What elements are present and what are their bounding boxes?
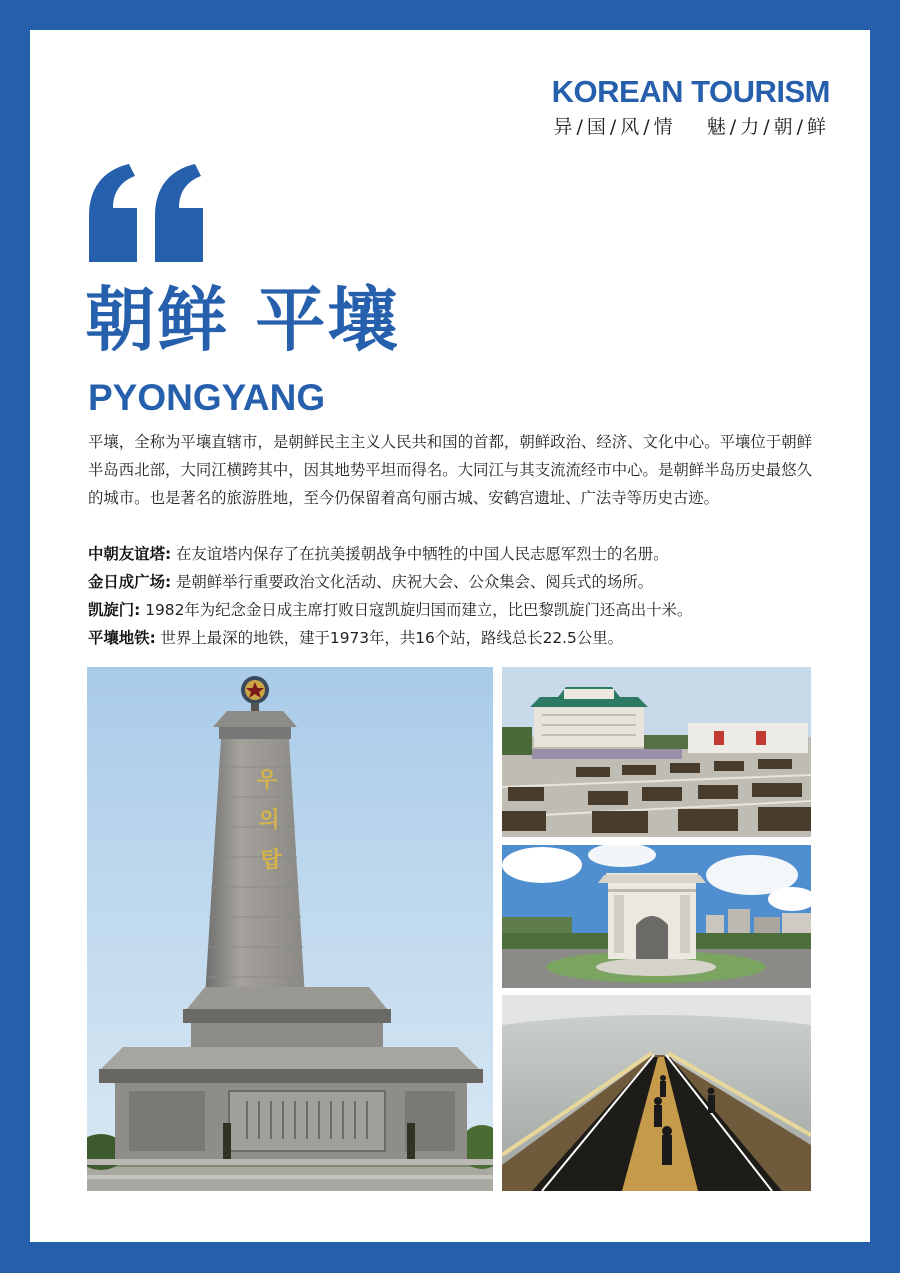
fact-text: 在友谊塔内保存了在抗美援朝战争中牺牲的中国人民志愿军烈士的名册。 [171, 545, 669, 563]
fact-text: 世界上最深的地铁，建于1973年，共16个站，路线总长22.5公里。 [155, 629, 624, 647]
tower-inscription-2: 의 [258, 808, 280, 833]
fact-label: 平壤地铁: [88, 629, 156, 647]
fact-pyongyang-metro [88, 624, 828, 652]
fact-arch-of-triumph [88, 596, 828, 624]
tower-inscription-1: 우 [256, 768, 278, 793]
fact-label: 凯旋门: [88, 601, 141, 619]
intro-paragraph: 平壤，全称为平壤直辖市，是朝鲜民主主义人民共和国的首都，朝鲜政治、经济、文化中心。平壤位于朝鲜半岛西北部，大同江横跨其中，因其地势平坦而得名。大同江与其支流流经市中心。是朝鲜半岛历史最悠久的城市。也是著名的旅游胜地，至今仍保留着高句丽古城、安鹤宫遗址、广法寺等历史古迹。 [88, 433, 812, 507]
opening-quote-icon [85, 162, 210, 262]
fact-text: 是朝鲜举行重要政治文化活动、庆祝大会、公众集会、阅兵式的场所。 [171, 573, 654, 591]
page-subtitle: PYONGYANG [88, 377, 326, 418]
tower-inscription-3: 탑 [260, 848, 282, 873]
arch-of-triumph-photo [502, 845, 811, 988]
kim-il-sung-square-photo [502, 667, 811, 837]
fact-friendship-tower [88, 540, 828, 568]
brand-subtitle: 异/国/风/情 魅/力/朝/鲜 [553, 116, 830, 138]
poster-card [30, 30, 870, 1242]
page-title: 朝鲜 平壤 [85, 279, 400, 361]
friendship-tower-photo [87, 667, 493, 1191]
facts-list [88, 540, 828, 652]
fact-kim-il-sung-square [88, 568, 828, 596]
fact-text: 1982年为纪念金日成主席打败日寇凯旋归国而建立，比巴黎凯旋门还高出十米。 [140, 601, 693, 619]
pyongyang-metro-photo [502, 995, 811, 1191]
brand-block [552, 74, 830, 139]
fact-label: 金日成广场: [88, 573, 172, 591]
brand-title: KOREAN TOURISM [551, 74, 830, 109]
fact-label: 中朝友谊塔: [88, 545, 172, 563]
